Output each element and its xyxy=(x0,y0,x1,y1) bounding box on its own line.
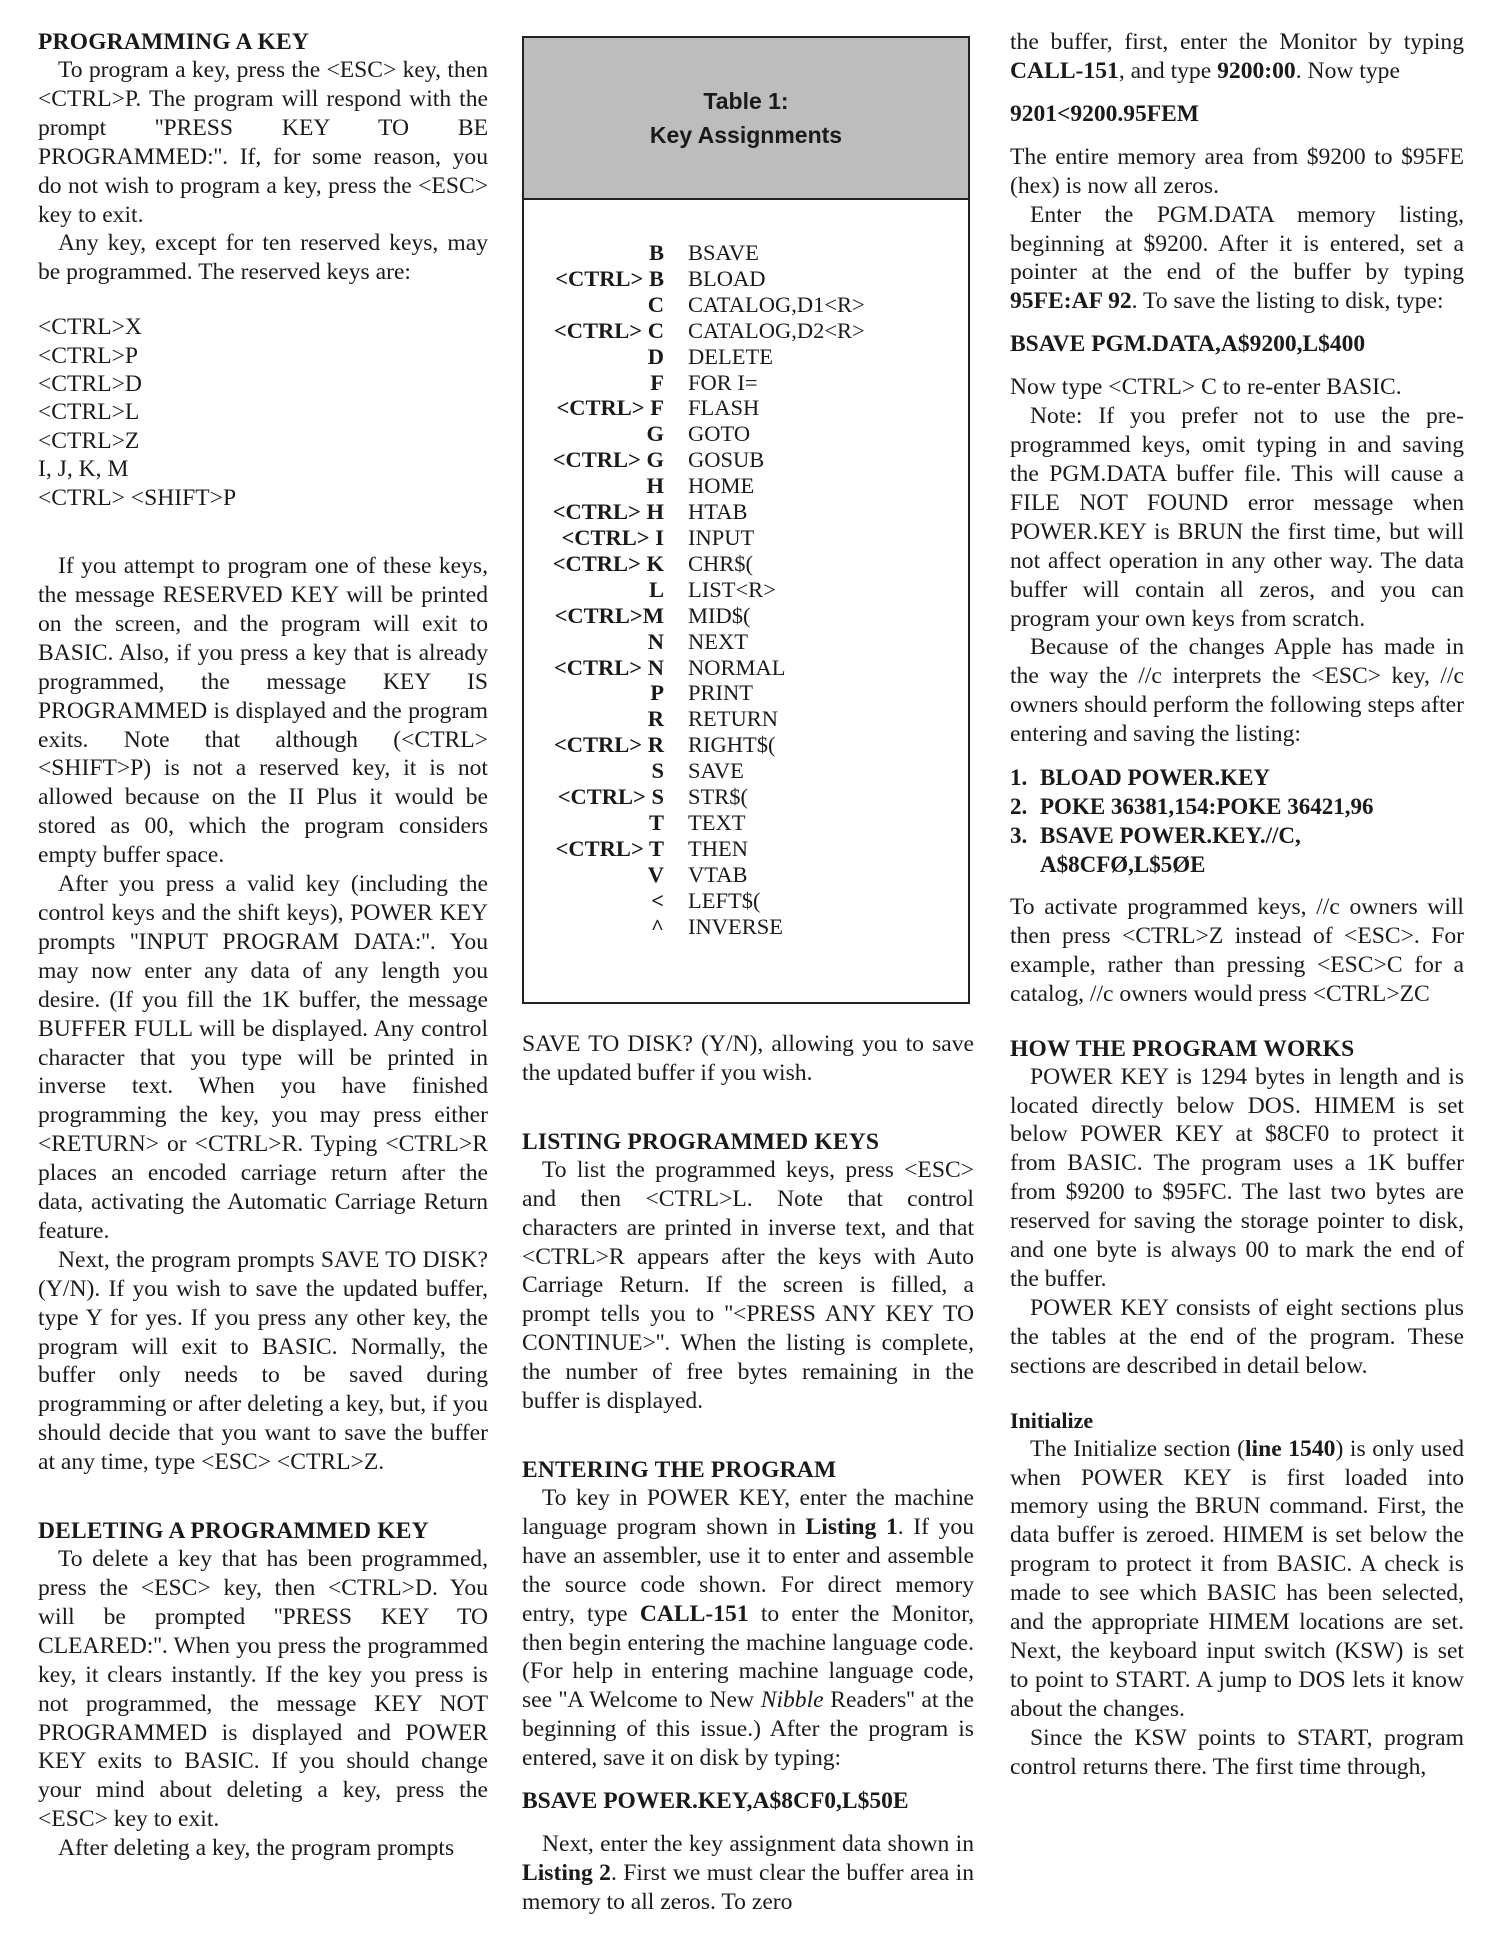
table-row xyxy=(524,680,968,706)
table-row xyxy=(524,318,968,344)
assignment-cell: VTAB xyxy=(688,861,748,887)
key-cell: C xyxy=(647,291,664,317)
key-cell: <CTRL> C xyxy=(553,317,664,343)
assignment-cell: CATALOG,D2<R> xyxy=(688,317,865,343)
table-row xyxy=(524,344,968,370)
paragraph: Now type <CTRL> C to re-enter BASIC. xyxy=(1010,374,1402,401)
key-cell: F xyxy=(650,369,664,395)
key-cell: <CTRL>M xyxy=(554,602,664,628)
key-cell: ^ xyxy=(650,913,664,939)
paragraph: To activate programmed keys, //c owners will then press <CTRL>Z instead of <ESC>. For example, rather than pressing <ESC>C for a catalog, //c owners would press <CTRL>ZC xyxy=(1010,894,1464,1007)
paragraph: Note: If you prefer not to use the pre-programmed keys, omit typing in and saving the PGM.DATA buffer file. This will cause a FILE NOT FOUND error message when POWER.KEY is BRUN the first time, but will not affect operation in any other way. The data buffer will contain all zeros, and you can program your own keys from scratch. xyxy=(1010,403,1464,632)
key-cell: S xyxy=(651,758,664,784)
paragraph: Next, enter the key assignment data shown in Listing 2. First we must clear the buffer area in memory to all zeros. To zero xyxy=(522,1831,975,1915)
iic-steps-list xyxy=(1010,763,1464,879)
key-cell: V xyxy=(647,861,664,887)
paragraph: To key in POWER KEY, enter the machine language program shown in Listing 1. If you have an assembler, use it to enter and assemble the source code shown. For direct memory entry, type CALL-151 to enter the Monitor, then begin entering the machine language code. (For help in entering machine language code, see ''A Welcome to New Nibble Readers'' at the beginning of this issue.) After the program is entered, save it on disk by typing: xyxy=(522,1484,975,1772)
list-item: 3. BSAVE POWER.KEY.//C, xyxy=(1010,823,1301,849)
listing-ref: Listing 2 xyxy=(522,1859,611,1886)
assignment-cell: FLASH xyxy=(688,395,760,421)
assignment-cell: MID$( xyxy=(688,602,751,628)
key-cell: <CTRL> R xyxy=(553,732,664,758)
paragraph: Any key, except for ten reserved keys, may be programmed. The reserved keys are: xyxy=(38,230,488,286)
paragraph: To delete a key that has been programmed, press the <ESC> key, then <CTRL>D. You will be prompted ''PRESS KEY TO CLEARED:''. When you press the programmed key, it clears instantly. If the key you press is not programmed, the message KEY NOT PROGRAMMED is displayed and POWER KEY exits to BASIC. If you should change your mind about deleting a key, press the <ESC> key to exit. xyxy=(38,1546,488,1833)
key-cell: <CTRL> B xyxy=(555,265,664,291)
column-2 xyxy=(522,28,974,1917)
key-cell: <CTRL> F xyxy=(556,395,664,421)
table-row xyxy=(524,525,968,551)
assignment-cell: BSAVE xyxy=(688,240,759,265)
column-3 xyxy=(1010,28,1464,1782)
table-row xyxy=(524,447,968,473)
table-title-line1: Table 1: xyxy=(703,88,789,114)
key-cell: N xyxy=(647,628,664,654)
heading-initialize: Initialize xyxy=(1010,1407,1094,1433)
assignment-cell: GOTO xyxy=(688,421,751,447)
key-cell: D xyxy=(647,343,664,369)
table-row xyxy=(524,551,968,577)
heading-how-the-program-works: HOW THE PROGRAM WORKS xyxy=(1010,1035,1355,1062)
table-row xyxy=(524,706,968,732)
command-inline: 9200:00 xyxy=(1217,57,1296,84)
table-row xyxy=(524,421,968,447)
assignment-cell: NEXT xyxy=(688,628,748,654)
list-item: A$8CFØ,L$5ØE xyxy=(1040,852,1206,878)
command-bsave-power-key: BSAVE POWER.KEY,A$8CF0,L$50E xyxy=(522,1788,909,1815)
assignment-cell: LIST<R> xyxy=(688,576,776,602)
assignment-cell: DELETE xyxy=(688,343,773,369)
paragraph: Enter the PGM.DATA memory listing, beginning at $9200. After it is entered, set a pointer at the end of the buffer by typing 95FE:AF 92. To save the listing to disk, type: xyxy=(1010,201,1464,315)
command-memory-fill: 9201<9200.95FEM xyxy=(1010,100,1199,127)
heading-deleting-a-programmed-key: DELETING A PROGRAMMED KEY xyxy=(38,1518,429,1545)
command-inline: 95FE:AF 92 xyxy=(1010,288,1132,315)
table-row xyxy=(524,655,968,681)
assignment-cell: NORMAL xyxy=(688,654,786,680)
list-item: <CTRL>X xyxy=(38,314,142,341)
table-row xyxy=(524,240,968,266)
list-item: <CTRL> <SHIFT>P xyxy=(38,484,237,511)
key-cell: <CTRL> K xyxy=(552,550,664,576)
assignment-cell: FOR I= xyxy=(688,369,758,395)
table-row xyxy=(524,784,968,810)
paragraph: If you attempt to program one of these keys, the message RESERVED KEY will be printed on the screen, and the program will exit to BASIC. Also, if you press a key that is already programmed, the message KEY IS PROGRAMMED is displayed and the program exits. Note that although (<CTRL> <SHIFT>P) is not a reserved key, it is not allowed because on the II Plus it would be stored as 00, which the program considers empty buffer space. xyxy=(38,553,488,869)
key-cell: <CTRL> I xyxy=(561,524,664,550)
assignment-cell: RETURN xyxy=(688,706,778,732)
paragraph: Because of the changes Apple has made in the way the //c interprets the <ESC> key, //c owners should perform the following steps after entering and saving the listing: xyxy=(1010,634,1464,748)
key-cell: T xyxy=(648,809,664,835)
key-cell: <CTRL> N xyxy=(553,654,664,680)
paragraph: To program a key, press the <ESC> key, then <CTRL>P. The program will respond with the prompt ''PRESS KEY TO BE PROGRAMMED:''. If, for some reason, you do not wish to program a key, press the <ESC> key to exit. xyxy=(38,57,488,228)
key-cell: B xyxy=(648,240,664,265)
list-item: 1. BLOAD POWER.KEY xyxy=(1010,765,1271,791)
table-title xyxy=(524,38,968,200)
heading-entering-the-program: ENTERING THE PROGRAM xyxy=(522,1456,837,1483)
assignment-cell: BLOAD xyxy=(688,265,766,291)
paragraph: SAVE TO DISK? (Y/N), allowing you to save the updated buffer if you wish. xyxy=(522,1031,974,1086)
assignment-cell: LEFT$( xyxy=(688,887,761,913)
assignment-cell: STR$( xyxy=(688,784,749,810)
column-1 xyxy=(38,28,488,1863)
paragraph: the buffer, first, enter the Monitor by typing CALL-151, and type 9200:00. Now type xyxy=(1010,29,1464,84)
paragraph: POWER KEY is 1294 bytes in length and is located directly below DOS. HIMEM is set below POWER KEY at $8CF0 to protect it from BASIC. The program uses a 1K buffer from $9200 to $95FC. The last two bytes are reserved for saving the storage pointer to disk, and one byte is always 00 to mark the end of the buffer. xyxy=(1010,1063,1464,1292)
assignment-cell: CATALOG,D1<R> xyxy=(688,291,865,317)
table-row xyxy=(524,292,968,318)
table-row xyxy=(524,732,968,758)
table-row xyxy=(524,577,968,603)
assignment-cell: HTAB xyxy=(688,499,748,525)
table-row xyxy=(524,473,968,499)
reserved-keys-list xyxy=(38,313,488,512)
heading-listing-programmed-keys: LISTING PROGRAMMED KEYS xyxy=(522,1128,880,1155)
table-row xyxy=(524,888,968,914)
assignment-cell: TEXT xyxy=(688,809,746,835)
table-row xyxy=(524,266,968,292)
listing-ref: Listing 1 xyxy=(805,1513,898,1540)
paragraph: POWER KEY consists of eight sections plus the tables at the end of the program. These sections are described in detail below. xyxy=(1010,1294,1464,1379)
assignment-cell: RIGHT$( xyxy=(688,732,776,758)
list-item: <CTRL>D xyxy=(38,371,142,398)
list-item: <CTRL>Z xyxy=(38,427,140,454)
table-row xyxy=(524,603,968,629)
key-cell: G xyxy=(646,421,664,447)
key-cell: <CTRL> T xyxy=(555,835,664,861)
assignment-cell: SAVE xyxy=(688,758,744,784)
assignment-cell: THEN xyxy=(688,835,748,861)
line-ref: line 1540 xyxy=(1244,1435,1336,1462)
key-assignments-table xyxy=(522,36,970,1004)
assignment-cell: CHR$( xyxy=(688,550,754,576)
key-cell: R xyxy=(647,706,664,732)
table-row xyxy=(524,395,968,421)
command-inline: CALL-151 xyxy=(1010,57,1119,84)
list-item: <CTRL>L xyxy=(38,399,140,426)
paragraph: After deleting a key, the program prompts xyxy=(58,1835,455,1862)
assignment-cell: PRINT xyxy=(688,680,754,706)
assignment-cell: GOSUB xyxy=(688,447,765,473)
assignment-cell: INPUT xyxy=(688,524,755,550)
paragraph: The Initialize section (line 1540) is only used when POWER KEY is first loaded into memory using the BRUN command. First, the data buffer is zeroed. HIMEM is set below the program to protect it from BASIC. A check is made to see which BASIC has been selected, and the appropriate HIMEM locations are set. Next, the keyboard input switch (KSW) is set to point to START. A jump to DOS lets it know about the changes. xyxy=(1010,1435,1464,1722)
key-cell: P xyxy=(650,680,664,706)
table-row xyxy=(524,862,968,888)
assignment-cell: INVERSE xyxy=(688,913,783,939)
magazine-name: Nibble xyxy=(760,1687,824,1714)
key-cell: H xyxy=(646,473,664,499)
table-body xyxy=(524,200,968,939)
list-item: I, J, K, M xyxy=(38,456,129,483)
table-row xyxy=(524,758,968,784)
table-title-line2: Key Assignments xyxy=(649,122,843,148)
assignment-cell: HOME xyxy=(688,473,755,499)
command-inline: CALL-151 xyxy=(639,1600,749,1627)
paragraph: After you press a valid key (including the control keys and the shift keys), POWER KEY prompts ''INPUT PROGRAM DATA:''. You may now enter any data of any length you desire. (If you fill the 1K buffer, the message BUFFER FULL will be displayed. Any control character that you type will be printed in inverse text. When you have finished programming the key, you may press either <RETURN> or <CTRL>R. Typing <CTRL>R places an encoded carriage return after the data, activating the Automatic Carriage Return feature. xyxy=(38,871,488,1244)
list-item: <CTRL>P xyxy=(38,342,139,369)
table-row xyxy=(524,499,968,525)
paragraph: The entire memory area from $9200 to $95FE (hex) is now all zeros. xyxy=(1010,143,1464,199)
command-bsave-pgm-data: BSAVE PGM.DATA,A$9200,L$400 xyxy=(1010,331,1366,358)
paragraph: To list the programmed keys, press <ESC> and then <CTRL>L. Note that control characters are printed in inverse text, and that <CTRL>R appears after the keys with Auto Carriage Return. If the screen is filled, a prompt tells you to ''<PRESS ANY KEY TO CONTINUE>''. When the listing is complete, the number of free bytes remaining in the buffer is displayed. xyxy=(522,1156,974,1415)
key-cell: <CTRL> G xyxy=(552,447,664,473)
table-row xyxy=(524,836,968,862)
table-row xyxy=(524,629,968,655)
key-cell: <CTRL> S xyxy=(557,784,664,810)
paragraph: Since the KSW points to START, program control returns there. The first time through, xyxy=(1010,1724,1464,1780)
table-row xyxy=(524,914,968,940)
table-row xyxy=(524,810,968,836)
list-item: 2. POKE 36381,154:POKE 36421,96 xyxy=(1010,794,1374,820)
key-cell: < xyxy=(651,887,664,913)
heading-programming-a-key: PROGRAMMING A KEY xyxy=(38,29,310,55)
key-cell: <CTRL> H xyxy=(552,499,664,525)
table-row xyxy=(524,370,968,396)
key-cell: L xyxy=(648,576,664,602)
paragraph: Next, the program prompts SAVE TO DISK? (Y/N). If you wish to save the updated buffer, type Y for yes. If you press any other key, the program will exit to BASIC. Normally, the buffer only needs to be saved during programming or after deleting a key, but, if you should decide that you want to save the buffer at any time, type <ESC> <CTRL>Z. xyxy=(38,1246,488,1476)
